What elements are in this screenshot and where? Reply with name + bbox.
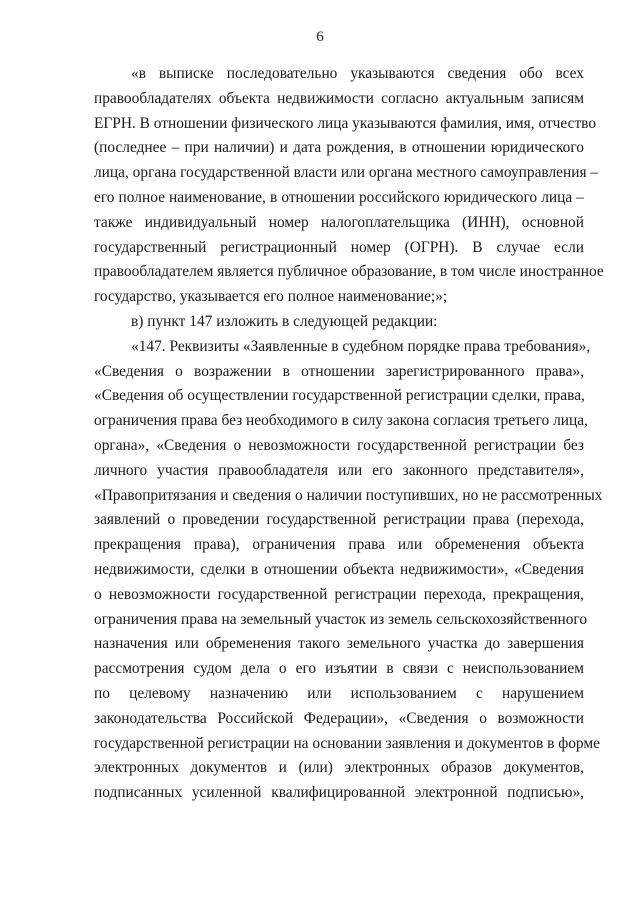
paragraph-line: государство, указывается его полное наименование;»; [94,288,448,306]
paragraph-line: электронных документов и (или) электронных образов документов, [94,759,584,777]
paragraph-line: правообладателях объекта недвижимости согласно актуальным записям [94,89,584,107]
paragraph-line: органа», «Сведения о невозможности государственной регистрации без [94,436,584,454]
paragraph-line: государственный регистрационный номер (ОГРН). В случае если [94,238,584,256]
paragraph-line: ЕГРН. В отношении физического лица указываются фамилия, имя, отчество [94,114,597,132]
paragraph-line: его полное наименование, в отношении российского юридического лица – [94,188,584,206]
paragraph-line: рассмотрения судом дела о его изъятии в связи с неиспользованием [94,660,584,678]
paragraph-line: законодательства Российской Федерации», «Сведения о возможности [94,709,584,727]
paragraph-line: недвижимости, сделки в отношении объекта недвижимости», «Сведения [94,560,584,578]
paragraph-line: прекращения права), ограничения права или обременения объекта [94,536,584,554]
paragraph-line: заявлений о проведении государственной регистрации права (перехода, [94,511,584,529]
paragraph-line: в) пункт 147 изложить в следующей редакции: [131,312,438,330]
paragraph-extract-holders [94,62,604,310]
paragraph-line: также индивидуальный номер налогоплательщика (ИНН), основной [94,213,584,231]
paragraph-line: назначения или обременения такого земельного участка до завершения [94,635,584,653]
paragraph-line: (последнее – при наличии) и дата рождения, в отношении юридического [94,139,584,157]
paragraph-item-147-text [94,335,603,806]
paragraph-line: лица, органа государственной власти или органа местного самоуправления – [94,164,599,182]
document-body [94,62,604,806]
paragraph-line: «Сведения о возражении в отношении зарегистрированного права», [94,362,584,380]
paragraph-line: по целевому назначению или использованием с нарушением [94,684,584,702]
page-number: 6 [316,29,324,45]
paragraph-line: «в выписке последовательно указываются сведения обо всех [131,65,584,82]
paragraph-line: ограничения права на земельный участок из земель сельскохозяйственного [94,610,588,628]
paragraph-line: правообладателем является публичное образование, в том числе иностранное [94,263,604,281]
paragraph-line: личного участия правообладателя или его законного представителя», [94,461,584,479]
paragraph-line: о невозможности государственной регистрации перехода, прекращения, [94,585,584,603]
paragraph-line: государственной регистрации на основании заявления и документов в форме [94,734,600,752]
paragraph-line: подписанных усиленной квалифицированной электронной подписью», [94,784,584,802]
paragraph-line: ограничения права без необходимого в силу закона согласия третьего лица, [94,412,588,430]
paragraph-line: «Сведения об осуществлении государственной регистрации сделки, права, [94,387,585,405]
paragraph-line: «Правопритязания и сведения о наличии поступивших, но не рассмотренных [94,486,603,504]
paragraph-item-147-intro [94,310,584,335]
paragraph-line: «147. Реквизиты «Заявленные в судебном порядке права требования», [131,337,591,355]
